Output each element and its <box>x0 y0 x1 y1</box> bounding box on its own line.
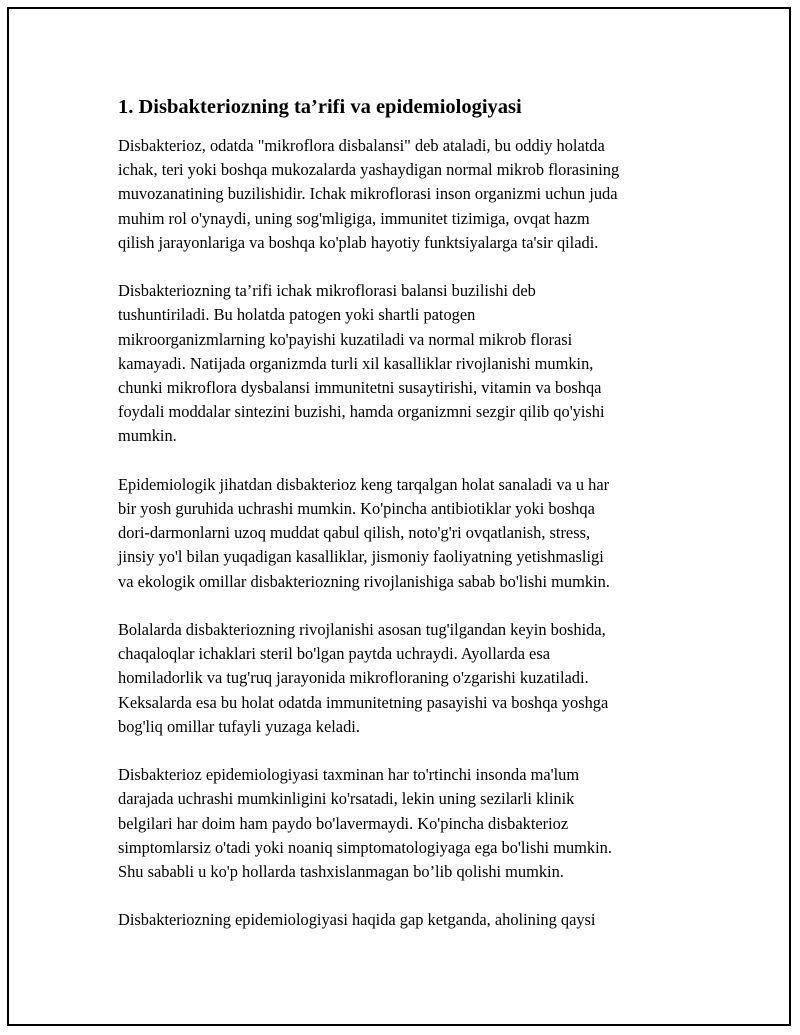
section-heading: 1. Disbakteriozning ta’rifi va epidemiologiyasi <box>118 96 522 118</box>
document-body <box>118 93 698 957</box>
paragraph-6: Disbakteriozning epidemiologiyasi haqida gap ketganda, aholining qaysi <box>118 910 596 930</box>
paragraph-5: Disbakterioz epidemiologiyasi taxminan har to'rtinchi insonda ma'lum darajada uchrashi mumkinligini ko'rsatadi, lekin uning sezilarli klinik belgilari har doim ham paydo bo'lavermaydi. Ko'pincha disbakterioz simptomlarsiz o'tadi yoki noaniq simptomatologiyaga ega bo'lishi mumkin. Shu sababli u ko'p hollarda tashxislanmagan bo’lib qolishi mumkin. <box>118 765 612 882</box>
paragraph-3: Epidemiologik jihatdan disbakterioz keng tarqalgan holat sanaladi va u har bir yosh guruhida uchrashi mumkin. Ko'pincha antibiotiklar yoki boshqa dori-darmonlarni uzoq muddat qabul qilish, noto'g'ri ovqatlanish, stress, jinsiy yo'l bilan yuqadigan kasalliklar, jismoniy faoliyatning yetishmasligi va ekologik omillar disbakteriozning rivojlanishiga sabab bo'lishi mumkin. <box>118 474 610 591</box>
paragraph-4: Bolalarda disbakteriozning rivojlanishi asosan tug'ilgandan keyin boshida, chaqaloqlar ichaklari steril bo'lgan paytda uchraydi. Ayollarda esa homiladorlik va tug'ruq jarayonida mikrofloraning o'zgarishi kuzatiladi. Keksalarda esa bu holat odatda immunitetning pasayishi va boshqa yoshga bog'liq omillar tufayli yuzaga keladi. <box>118 620 609 736</box>
paragraph-2: Disbakteriozning ta’rifi ichak mikroflorasi balansi buzilishi deb tushuntiriladi. Bu holatda patogen yoki shartli patogen mikroorganizmlarning ko'payishi kuzatiladi va normal mikrob florasi kamayadi. Natijada organizmda turli xil kasalliklar rivojlanishi mumkin, chunki mikroflora dysbalansi immunitetni susaytirishi, vitamin va boshqa foydali moddalar sintezini buzishi, hamda organizmni sezgir qilib qo'yishi mumkin. <box>118 281 605 446</box>
paragraph-1: Disbakterioz, odatda "mikroflora disbalansi" deb ataladi, bu oddiy holatda ichak, teri yoki boshqa mukozalarda yashaydigan normal mikrob florasining muvozanatining buzilishidir. Ichak mikroflorasi inson organizmi uchun juda muhim rol o'ynaydi, uning sog'mligiga, immunitet tizimiga, ovqat hazm qilish jarayonlariga va boshqa ko'plab hayotiy funktsiyalarga ta'sir qiladi. <box>118 136 620 252</box>
